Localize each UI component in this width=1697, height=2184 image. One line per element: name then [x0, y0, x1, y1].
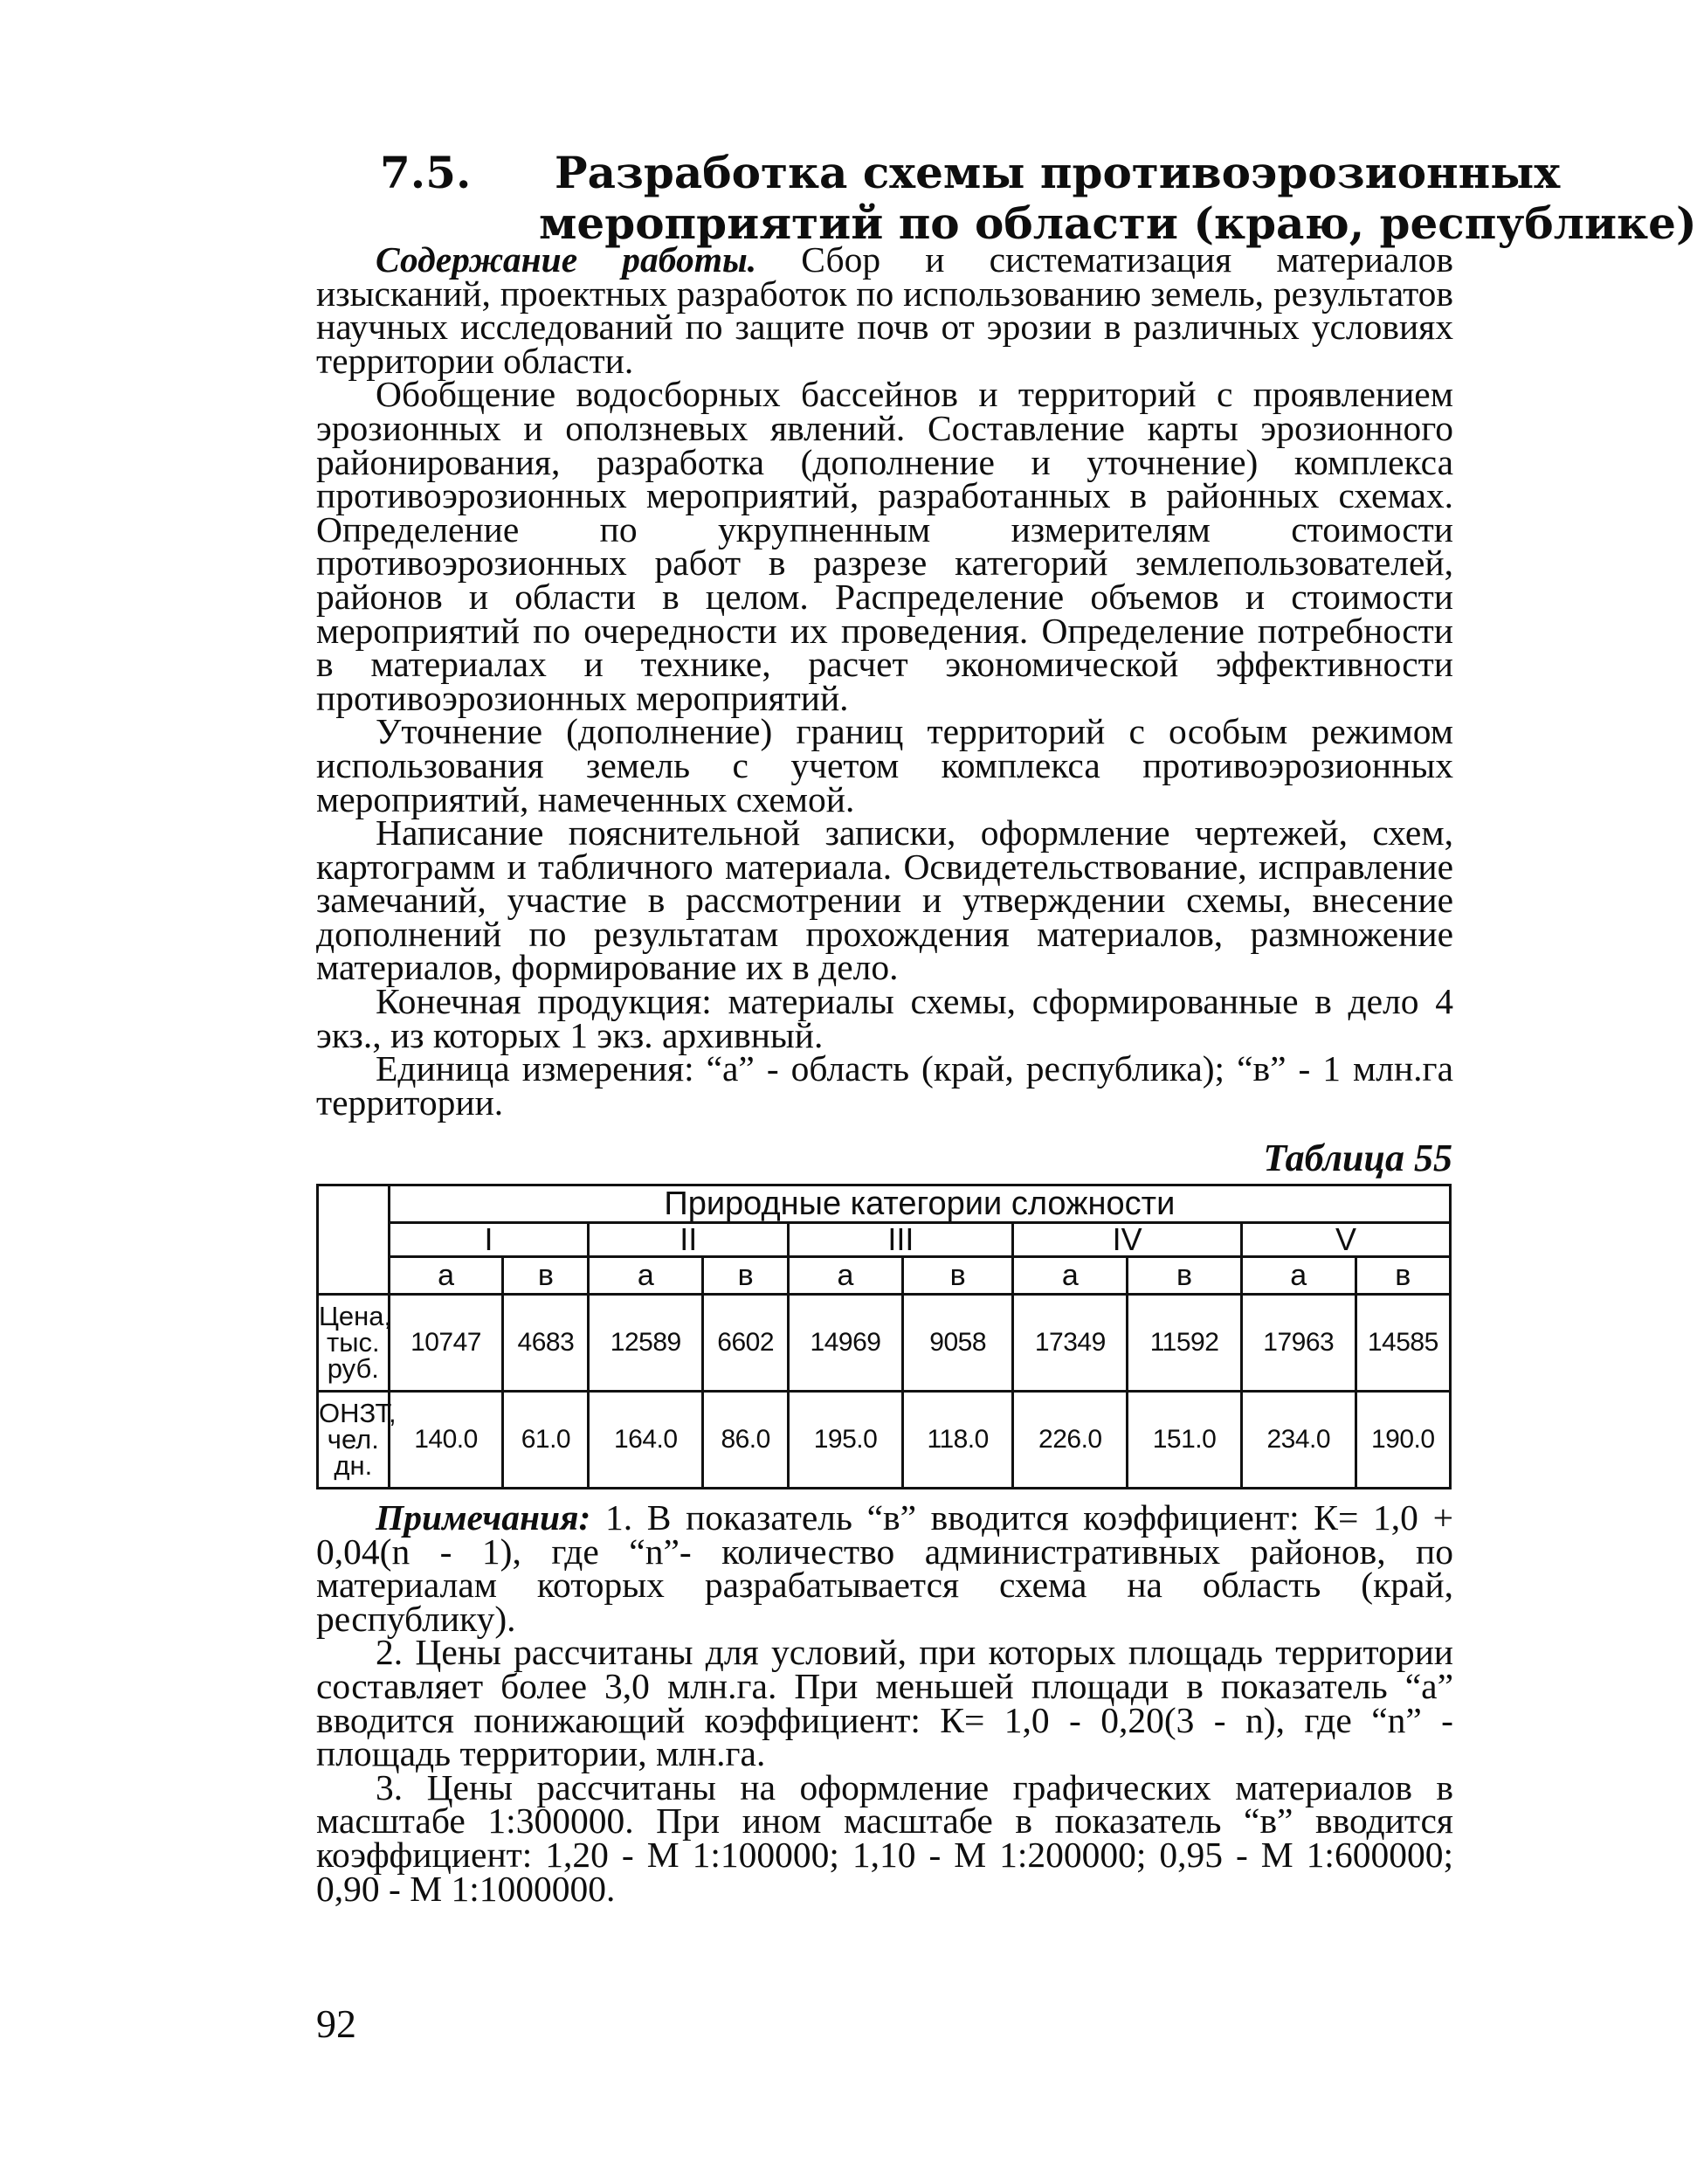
- table-cell: 14585: [1356, 1295, 1450, 1392]
- section-number: 7.5.: [380, 147, 472, 198]
- sub-header: а: [389, 1257, 503, 1295]
- sub-header: а: [1013, 1257, 1128, 1295]
- note-3: 3. Цены рассчитаны на оформление графических материалов в масштабе 1:300000. При ином масштабе в показатель “в” вводится коэффициент: 1,20 - М 1:100000; 1,10 - М 1:200000; 0,95 - М 1:600000; 0,90 - М 1:1000000.: [316, 1766, 1453, 1909]
- table-cell: 86.0: [703, 1392, 789, 1489]
- paragraph: Конечная продукция: материалы схемы, сформированные в дело 4 экз., из которых 1 экз. архивный.: [316, 981, 1453, 1055]
- table-cell: 140.0: [389, 1392, 503, 1489]
- content-label: Содержание работы.: [376, 239, 757, 280]
- paragraph: Единица измерения: “а” - область (край, республика); “в” - 1 млн.га территории.: [316, 1048, 1453, 1123]
- category-header: I: [389, 1223, 589, 1257]
- paragraph-content: [316, 239, 1453, 381]
- category-header: II: [589, 1223, 789, 1257]
- category-header: IV: [1013, 1223, 1241, 1257]
- table-cell: 61.0: [503, 1392, 589, 1489]
- paragraph: Уточнение (дополнение) границ территорий с особым режимом использования земель с учетом комплекса противоэрозионных мероприятий, намеченных схемой.: [316, 711, 1453, 819]
- table-cell: 190.0: [1356, 1392, 1450, 1489]
- sub-header: а: [1241, 1257, 1356, 1295]
- table-row: [318, 1295, 1451, 1392]
- section-title-line-2: мероприятий по области (краю, республике): [539, 197, 1697, 249]
- notes-block: [316, 1497, 1453, 1909]
- note-2: 2. Цены рассчитаны для условий, при которых площадь территории составляет более 3,0 млн.га. При меньшей площади в показатель “а” вводится понижающий коэффициент: К= 1,0 - 0,20(3 - n), где “n” - площадь территории, млн.га.: [316, 1632, 1453, 1774]
- table-cell: 11592: [1128, 1295, 1242, 1392]
- sub-header: в: [1128, 1257, 1242, 1295]
- sub-header: в: [703, 1257, 789, 1295]
- table-cell: 9058: [902, 1295, 1013, 1392]
- table-cell: 164.0: [589, 1392, 703, 1489]
- category-header: V: [1241, 1223, 1450, 1257]
- table-cell: 17349: [1013, 1295, 1128, 1392]
- table-cell: 4683: [503, 1295, 589, 1392]
- category-header: III: [789, 1223, 1013, 1257]
- section-title-line-1: Разработка схемы противоэрозионных: [555, 147, 1561, 198]
- table-cell: 151.0: [1128, 1392, 1242, 1489]
- row-header: ОНЗТ, чел. дн.: [318, 1392, 390, 1489]
- note-1: [316, 1497, 1453, 1639]
- table-caption: Таблица 55: [1263, 1137, 1452, 1179]
- sub-header: в: [902, 1257, 1013, 1295]
- table-row: [318, 1392, 1451, 1489]
- group-header: Природные категории сложности: [389, 1185, 1450, 1223]
- paragraph: Написание пояснительной записки, оформление чертежей, схем, картограмм и табличного материала. Освидетельствование, исправление замечаний, участие в рассмотрении и утверждении схемы, внесение дополнений по результатам прохождения материалов, размножение материалов, формирование их в дело.: [316, 812, 1453, 988]
- body-text: [316, 239, 1453, 1123]
- paragraph: Обобщение водосборных бассейнов и территорий с проявлением эрозионных и оползневых явлений. Составление карты эрозионного районирования, разработка (дополнение и уточнение) комплекса противоэрозионных мероприятий, разработанных в районных схемах. Определение по укрупненным измерителям стоимости противоэрозионных работ в разрезе категорий землепользователей, районов и области в целом. Распределение объемов и стоимости мероприятий по очередности их проведения. Определение потребности в материалах и технике, расчет экономической эффективности противоэрозионных мероприятий.: [316, 374, 1453, 718]
- sub-header: а: [789, 1257, 903, 1295]
- table-cell: 12589: [589, 1295, 703, 1392]
- sub-header: в: [1356, 1257, 1450, 1295]
- table-cell: 17963: [1241, 1295, 1356, 1392]
- price-table: [316, 1184, 1452, 1489]
- note-text: 1. В показатель “в” вводится коэффициент: К= 1,0 + 0,04(n - 1), где “n”- количество административных районов, по материалам которых разрабатывается схема на область (край, республику).: [316, 1497, 1453, 1639]
- page-number: 92: [316, 2001, 356, 2046]
- paragraph-text: Сбор и систематизация материалов изысканий, проектных разработок по использованию земель, результатов научных исследований по защите почв от эрозии в различных условиях территории области.: [316, 239, 1453, 381]
- sub-header: а: [589, 1257, 703, 1295]
- table-cell: 195.0: [789, 1392, 903, 1489]
- corner-cell: [318, 1185, 390, 1295]
- row-header: Цена, тыс. руб.: [318, 1295, 390, 1392]
- table-cell: 234.0: [1241, 1392, 1356, 1489]
- sub-header: в: [503, 1257, 589, 1295]
- table-cell: 14969: [789, 1295, 903, 1392]
- table-cell: 10747: [389, 1295, 503, 1392]
- table-cell: 6602: [703, 1295, 789, 1392]
- table-cell: 226.0: [1013, 1392, 1128, 1489]
- notes-label: Примечания:: [376, 1497, 591, 1538]
- table-cell: 118.0: [902, 1392, 1013, 1489]
